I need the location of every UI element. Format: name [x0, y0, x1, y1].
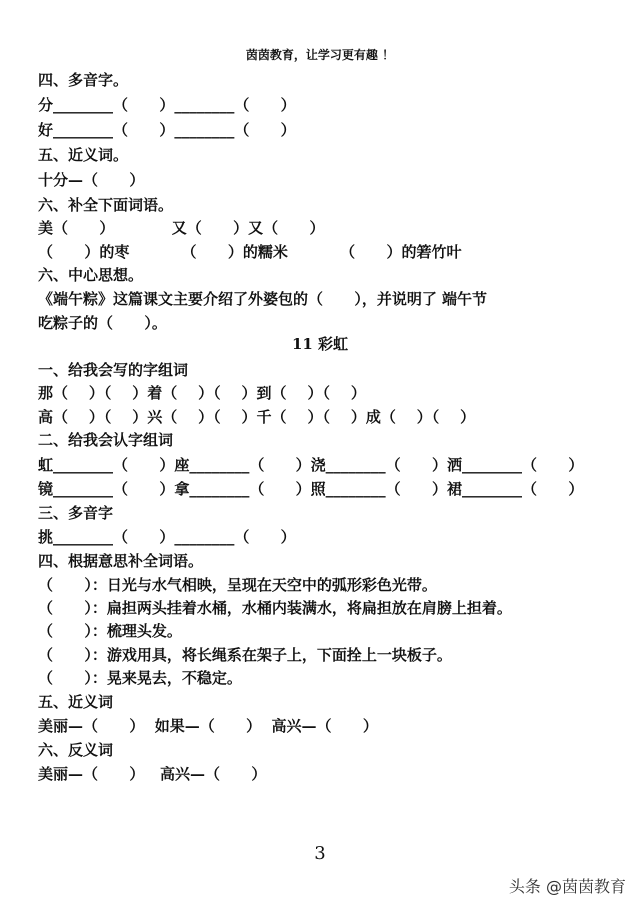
- exercise-line: （ ）：扁担两头挂着水桶，水桶内装满水，将扁担放在肩膀上担着。: [38, 599, 512, 617]
- exercise-line: 那（ ）（ ）着（ ）（ ）到（ ）（ ）: [38, 384, 366, 402]
- exercise-line: 美丽—（ ） 如果—（ ） 高兴—（ ）: [38, 717, 378, 735]
- heading-synonym: 五、近义词: [38, 693, 114, 711]
- page-header: 茵茵教育，让学习更有趣 ！: [245, 48, 395, 62]
- exercise-line: 挑________（ ）________（ ）: [38, 528, 296, 546]
- exercise-line: （ ）：游戏用具，将长绳系在架子上，下面拴上一块板子。: [38, 646, 452, 664]
- exercise-line: （ ）的枣 （ ）的糯米 （ ）的箬竹叶: [38, 243, 462, 261]
- heading-polyphone: 四、多音字。: [38, 71, 129, 89]
- heading-complete-words: 六、补全下面词语。: [38, 196, 174, 214]
- watermark: 头条 @茵茵教育: [508, 877, 626, 896]
- heading-complete-by-meaning: 四、根据意思补全词语。: [38, 552, 204, 570]
- heading-recognize-words: 二、给我会认字组词: [38, 431, 174, 449]
- heading-antonym: 六、反义词: [38, 741, 114, 759]
- heading-main-idea: 六、中心思想。: [38, 266, 144, 284]
- exercise-line: （ ）：晃来晃去，不稳定。: [38, 669, 242, 687]
- exercise-line: （ ）：日光与水气相映，呈现在天空中的弧形彩色光带。: [38, 576, 437, 594]
- heading-write-words: 一、给我会写的字组词: [38, 361, 189, 379]
- exercise-line: 镜________（ ）拿________（ ）照________（ ）裙________（ ）: [38, 480, 584, 498]
- heading-polyphone: 三、多音字: [38, 504, 114, 522]
- exercise-line: 好________（ ）________（ ）: [38, 121, 296, 139]
- exercise-line: 吃粽子的（ ）。: [38, 314, 167, 332]
- exercise-line: （ ）：梳理头发。: [38, 622, 182, 640]
- exercise-line: 虹________（ ）座________（ ）浇________（ ）洒________（ ）: [38, 456, 584, 474]
- exercise-line: 分________（ ）________（ ）: [38, 96, 296, 114]
- exercise-line: 《端午粽》这篇课文主要介绍了外婆包的（ ），并说明了 端午节: [38, 290, 488, 308]
- heading-synonym: 五、近义词。: [38, 146, 129, 164]
- page-number: 3: [314, 843, 326, 864]
- exercise-line: 美（ ） 又（ ）又（ ）: [38, 219, 325, 237]
- lesson-title: 11 彩虹: [291, 335, 349, 353]
- exercise-line: 十分—（ ）: [38, 171, 145, 189]
- exercise-line: 美丽—（ ） 高兴—（ ）: [38, 765, 267, 783]
- exercise-line: 高（ ）（ ）兴（ ）（ ）千（ ）（ ）成（ ）（ ）: [38, 408, 476, 426]
